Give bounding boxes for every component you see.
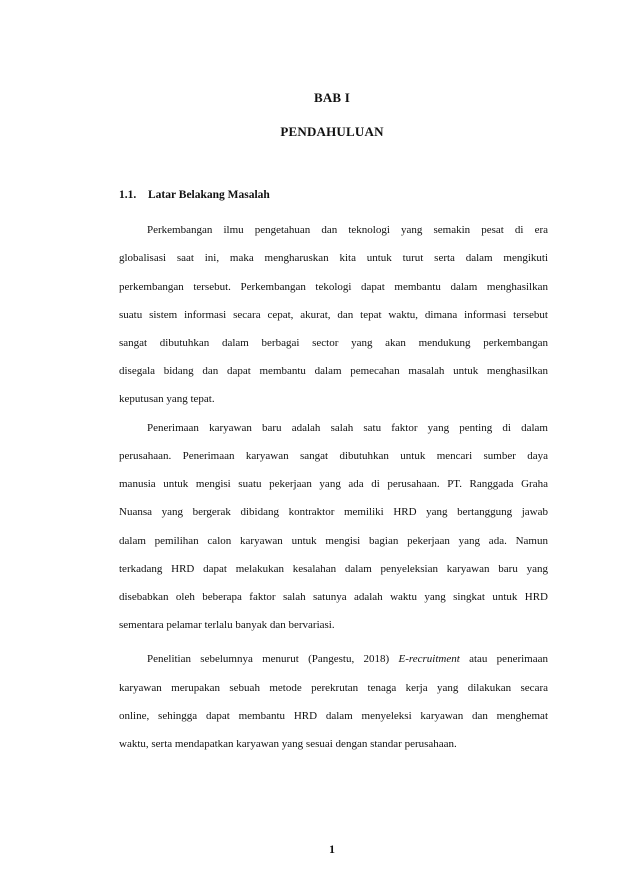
paragraph-1-line: Perkembangan ilmu pengetahuan dan teknologi yang semakin pesat di era [147,224,548,236]
paragraph-2-line: Nuansa yang bergerak dibidang kontraktor memiliki HRD yang bertanggung jawab [119,506,548,518]
chapter-title: PENDAHULUAN [280,124,384,139]
chapter-label: BAB I [313,90,351,105]
paragraph-3-suffix: atau penerimaan [459,653,548,665]
paragraph-1-line: globalisasi saat ini, maka mengharuskan kita untuk turut serta dalam mengikuti [119,252,548,264]
paragraph-3-line: karyawan merupakan sebuah metode perekrutan tenaga kerja yang dilakukan secara [119,682,548,694]
paragraph-2-line: perusahaan. Penerimaan karyawan sangat dibutuhkan untuk mencari sumber daya [119,450,548,462]
paragraph-1-line: perkembangan tersebut. Perkembangan tekologi dapat membantu dalam menghasilkan [119,281,548,293]
paragraph-3-line: waktu, serta mendapatkan karyawan yang sesuai dengan standar perusahaan. [119,738,457,750]
paragraph-2-line: sementara pelamar terlalu banyak dan bervariasi. [119,619,335,631]
paragraph-1-line: disegala bidang dan dapat membantu dalam pemecahan masalah untuk menghasilkan [119,365,548,377]
paragraph-2-line: Penerimaan karyawan baru adalah salah satu faktor yang penting di dalam [147,422,548,434]
section-title: Latar Belakang Masalah [148,189,270,201]
paragraph-1-line: keputusan yang tepat. [119,393,215,405]
paragraph-3-first-line [147,651,548,667]
paragraph-3-italic-term: E-recruitment [398,653,460,665]
paragraph-2-line: dalam pemilihan calon karyawan untuk mengisi bagian pekerjaan yang ada. Namun [119,535,548,547]
section-heading [119,189,270,201]
paragraph-1-line: suatu sistem informasi secara cepat, akurat, dan tepat waktu, dimana informasi tersebut [119,309,548,321]
paragraph-2-line: manusia untuk mengisi suatu pekerjaan yang ada di perusahaan. PT. Ranggada Graha [119,478,548,490]
paragraph-3-prefix: Penelitian sebelumnya menurut (Pangestu, 2018) [147,653,399,665]
section-number: 1.1. [119,189,137,201]
paragraph-3-line: online, sehingga dapat membantu HRD dalam menyeleksi karyawan dan menghemat [119,710,548,722]
page-number: 1 [329,842,335,856]
paragraph-2-line: disebabkan oleh beberapa faktor salah satunya adalah waktu yang singkat untuk HRD [119,591,548,603]
paragraph-1-line: sangat dibutuhkan dalam berbagai sector yang akan mendukung perkembangan [119,337,548,349]
paragraph-2-line: terkadang HRD dapat melakukan kesalahan dalam penyeleksian karyawan baru yang [119,563,548,575]
